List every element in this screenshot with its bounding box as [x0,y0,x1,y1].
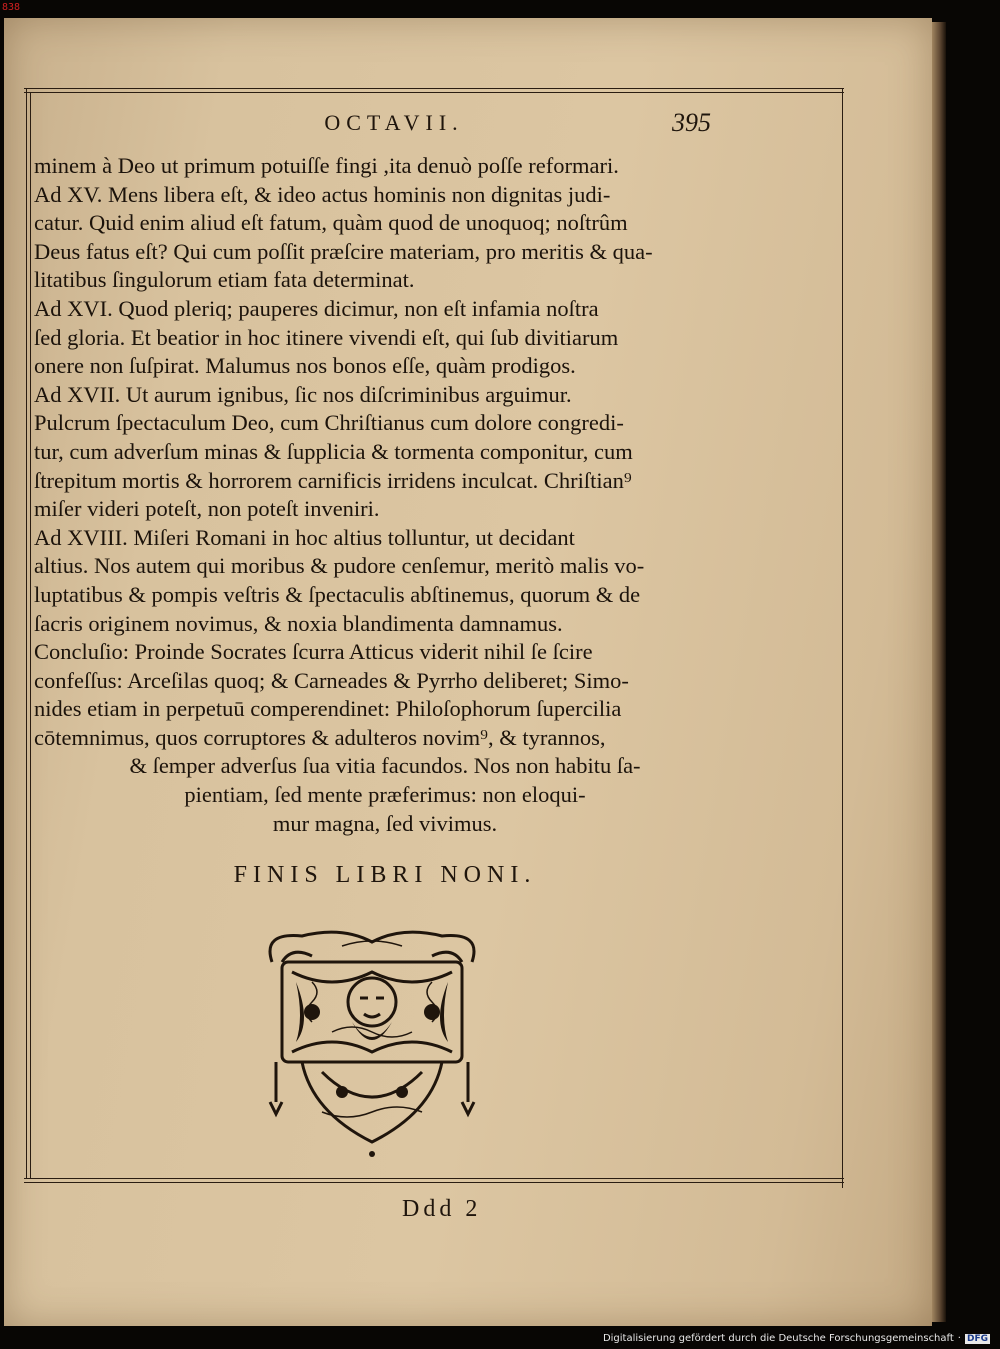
text-line: ſtrepitum mortis & horrorem carnificis irridens inculcat. Chriſtian⁹ [34,467,632,493]
finis-heading: FINIS LIBRI NONI. [233,862,537,888]
text-line: & ſemper adverſus ſua vitia facundos. Nos non habitu ſa- [129,753,641,779]
frame-rule-bottom [24,1178,844,1179]
text-line: luptatibus & pompis veſtris & ſpectaculis abſtinemus, quorum & de [34,581,641,607]
frame-rule-bottom-inner [24,1182,844,1183]
running-head: OCTAVII. [324,110,464,135]
page-edge [932,22,946,1322]
text-line: minem à Deo ut primum potuiſſe fingi ,ita denuò poſſe reformari. [34,153,619,178]
text-line: cōtemnimus, quos corruptores & adulteros novim⁹, & tyrannos, [34,724,606,750]
frame-rule-left [26,88,27,1178]
text-line: ſed gloria. Et beatior in hoc itinere vivendi eſt, qui ſub divitiarum [34,324,619,350]
text-line: catur. Quid enim aliud eſt fatum, quàm quod de unoquoq; noſtrûm [34,210,628,236]
text-line: mur magna, ſed vivimus. [272,810,498,836]
book-page [4,18,932,1326]
text-line: Ad XVI. Quod pleriq; pauperes dicimur, non eſt infamia noſtra [34,295,599,321]
signature-mark: Ddd 2 [402,1196,482,1222]
text-line: Ad XVIII. Miſeri Romani in hoc altius tolluntur, ut decidant [34,524,575,550]
text-line: altius. Nos autem qui moribus & pudore cenſemur, meritò malis vo- [34,553,645,579]
scan-id-label: 838 [2,2,21,13]
text-line: litatibus ſingulorum etiam fata determinat. [34,267,415,293]
text-line: miſer videri poteſt, non poteſt inveniri. [34,496,380,522]
text-line: ſacris originem novimus, & noxia blandimenta damnamus. [34,610,563,636]
text-line: Ad XV. Mens libera eſt, & ideo actus hominis non dignitas judi- [34,181,611,207]
text-line: Deus fatus eſt? Qui cum poſſit præſcire materiam, pro meritis & qua- [34,238,653,264]
text-line: Ad XVII. Ut aurum ignibus, ſic nos diſcriminibus arguimur. [34,381,572,407]
digitization-credit [603,1333,990,1344]
frame-rule-top-inner [24,92,844,93]
frame-rule-right [842,88,843,1188]
text-line: confeſſus: Arceſilas quoq; & Carneades & Pyrrho deliberet; Simo- [34,667,629,693]
text-line: onere non ſuſpirat. Malumus nos bonos eſſe, quàm prodigos. [34,353,576,379]
tailpiece-ornament-icon [252,922,492,1158]
text-line: tur, cum adverſum minas & ſupplicia & tormenta componitur, cum [34,438,633,464]
text-line: pientiam, ſed mente præferimus: non eloqui- [184,782,586,808]
body-text [34,152,736,838]
dfg-logo-icon: DFG [966,1333,988,1344]
credit-separator: · [957,1333,961,1344]
text-line: Pulcrum ſpectaculum Deo, cum Chriſtianus cum dolore congredi- [34,410,624,436]
credit-text: Digitalisierung gefördert durch die Deutsche Forschungsgemeinschaft [602,1333,954,1344]
text-line: Concluſio: Proinde Socrates ſcurra Atticus viderit nihil ſe ſcire [34,639,593,665]
frame-rule-top [24,88,844,89]
text-line: nides etiam in perpetuū comperendinet: Philoſophorum ſupercilia [34,696,622,722]
frame-rule-left-inner [30,92,31,1178]
page-number: 395 [672,108,711,137]
